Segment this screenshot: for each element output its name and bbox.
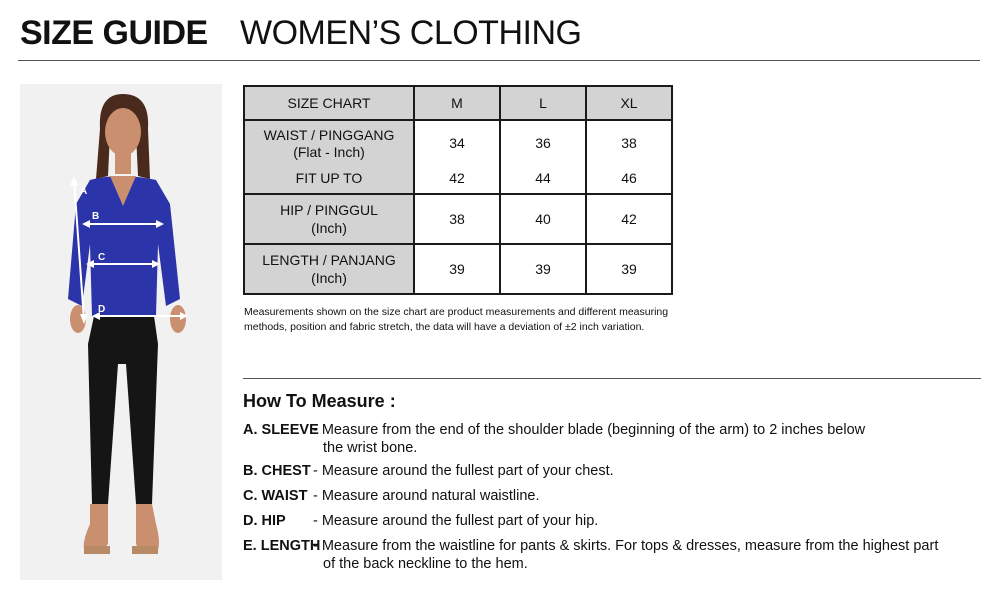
label-c: C bbox=[98, 252, 106, 263]
page-subtitle: WOMEN’S CLOTHING bbox=[240, 14, 582, 52]
size-chart-header-row bbox=[244, 86, 672, 120]
measure-key: C. WAIST bbox=[243, 488, 308, 504]
waist-l-cell bbox=[500, 120, 586, 194]
measure-key: A. SLEEVE bbox=[243, 422, 319, 438]
length-l-value: 39 bbox=[500, 244, 586, 294]
size-l-header: L bbox=[500, 86, 586, 120]
header-divider bbox=[18, 60, 980, 61]
waist-label: WAIST / PINGGANG bbox=[263, 127, 395, 143]
waist-unit: (Flat - Inch) bbox=[293, 144, 365, 160]
length-label-cell bbox=[244, 244, 414, 294]
length-unit: (Inch) bbox=[311, 270, 347, 286]
length-label: LENGTH / PANJANG bbox=[262, 252, 396, 268]
measure-desc: - Measure from the waistline for pants & skirts. For tops & dresses, measure from the highest part bbox=[313, 538, 939, 554]
measure-key: D. HIP bbox=[243, 513, 286, 529]
page-title: SIZE GUIDE bbox=[20, 14, 208, 52]
measure-desc: - Measure around the fullest part of your chest. bbox=[313, 463, 614, 479]
note-line-2: methods, position and fabric stretch, the data will have a deviation of ±2 inch variation. bbox=[244, 321, 645, 333]
fit-up-to-label: FIT UP TO bbox=[295, 170, 363, 186]
how-to-measure-heading: How To Measure : bbox=[243, 391, 396, 411]
measure-key: E. LENGTH bbox=[243, 538, 321, 554]
hip-xl-value: 42 bbox=[586, 194, 672, 244]
waist-xl-value: 38 bbox=[621, 135, 637, 151]
fit-m-value: 42 bbox=[449, 170, 465, 186]
measure-desc: - Measure around natural waistline. bbox=[313, 488, 540, 504]
size-xl-header: XL bbox=[586, 86, 672, 120]
section-divider bbox=[243, 378, 981, 379]
measure-desc-cont: the wrist bone. bbox=[323, 440, 418, 456]
fit-xl-value: 46 bbox=[621, 170, 637, 186]
size-chart-table bbox=[243, 85, 673, 295]
hip-label: HIP / PINGGUL bbox=[280, 202, 378, 218]
measure-desc: - Measure from the end of the shoulder blade (beginning of the arm) to 2 inches below bbox=[313, 422, 866, 438]
waist-m-value: 34 bbox=[449, 135, 465, 151]
size-chart-header-label: SIZE CHART bbox=[244, 86, 414, 120]
model-figure bbox=[20, 84, 222, 580]
label-a: A bbox=[80, 186, 88, 197]
size-m-header: M bbox=[414, 86, 500, 120]
hip-unit: (Inch) bbox=[311, 220, 347, 236]
fit-l-value: 44 bbox=[535, 170, 551, 186]
model-photo bbox=[20, 84, 222, 580]
label-d: D bbox=[98, 304, 106, 315]
waist-m-cell bbox=[414, 120, 500, 194]
hip-l-value: 40 bbox=[500, 194, 586, 244]
note-line-1: Measurements shown on the size chart are product measurements and different measuring bbox=[244, 306, 669, 318]
waist-row bbox=[244, 120, 672, 194]
label-b: B bbox=[92, 211, 100, 222]
measurement-note bbox=[244, 305, 724, 335]
measure-key: B. CHEST bbox=[243, 463, 311, 479]
length-xl-value: 39 bbox=[586, 244, 672, 294]
waist-label-cell bbox=[244, 120, 414, 194]
hip-m-value: 38 bbox=[414, 194, 500, 244]
length-row bbox=[244, 244, 672, 294]
measure-desc-cont: of the back neckline to the hem. bbox=[323, 556, 528, 572]
measure-desc: - Measure around the fullest part of your hip. bbox=[313, 513, 599, 529]
waist-l-value: 36 bbox=[535, 135, 551, 151]
hip-label-cell bbox=[244, 194, 414, 244]
waist-xl-cell bbox=[586, 120, 672, 194]
length-m-value: 39 bbox=[414, 244, 500, 294]
hip-row bbox=[244, 194, 672, 244]
